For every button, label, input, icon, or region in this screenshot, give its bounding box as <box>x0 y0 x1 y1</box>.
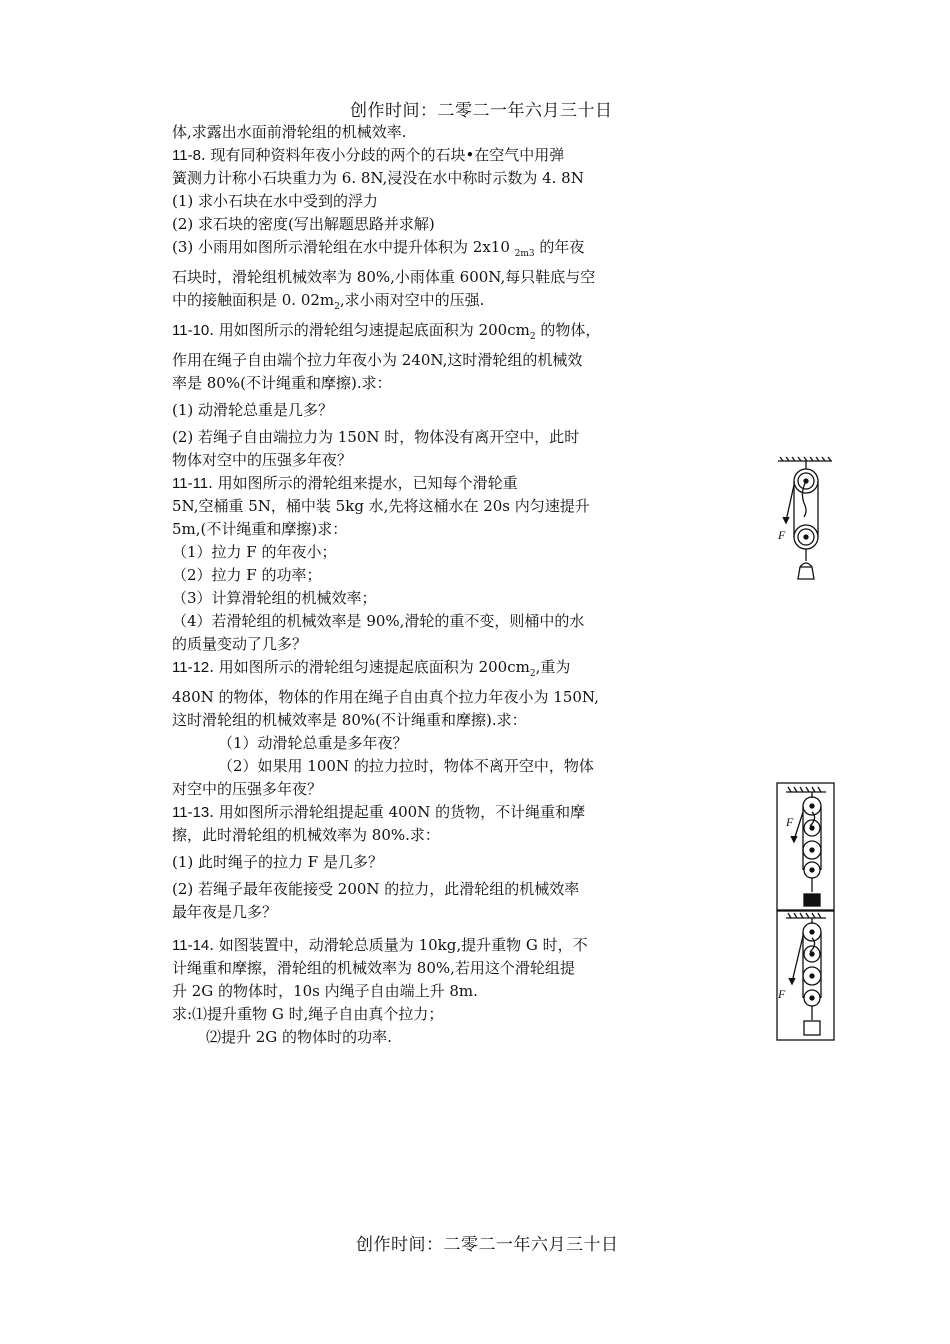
text-line: 最年夜是几多？ <box>172 903 278 921</box>
document-body <box>172 121 662 1049</box>
text-line: 擦，此时滑轮组的机械效率为 80%.求： <box>172 826 440 844</box>
sub-question: (1) 动滑轮总重是几多？ <box>172 401 334 419</box>
text-line: 的质量变动了几多？ <box>172 635 308 653</box>
text-line: 体,求露出水面前滑轮组的机械效率. <box>172 123 407 141</box>
figure-frame <box>777 783 834 910</box>
pull-rope <box>786 485 794 521</box>
sub-question: (1) 求小石块在水中受到的浮力 <box>172 192 379 210</box>
sub-question: （2）拉力 F 的功率； <box>172 566 322 584</box>
sub-question: (3) 小雨用如图所示滑轮组在水中提升体积为 2x10 $_{2m3}$ 的年夜 <box>172 238 585 259</box>
cargo-block <box>804 894 820 906</box>
sub-question: (2) 求石块的密度(写出解题思路并求解) <box>172 215 435 233</box>
question-11-12: 11-12. 用如图所示的滑轮组匀速提起底面积为 $200cm_2$,重为 <box>172 658 571 679</box>
text-line: 5N,空桶重 5N，桶中装 5kg 水,先将这桶水在 20s 内匀速提升 <box>172 497 590 515</box>
question-11-10: 11-10. 用如图所示的滑轮组匀速提起底面积为 $200cm_2$ 的物体， <box>172 321 601 342</box>
force-label: F <box>786 815 794 829</box>
text-line: 升 2G 的物体时，10s 内绳子自由端上升 8m. <box>172 982 478 1000</box>
text-line: 率是 80%(不计绳重和摩擦).求： <box>172 374 392 392</box>
text-line: 簧测力计称小石块重力为 6. 8N,浸没在水中称时示数为 4. 8N <box>172 169 584 187</box>
question-number: 11-11 <box>172 475 209 492</box>
sub-question: （2）如果用 100N 的拉力拉时，物体不离开空中，物体 <box>218 757 594 775</box>
text-line: 这时滑轮组的机械效率是 80%(不计绳重和摩擦).求： <box>172 711 527 729</box>
text-line: 石块时，滑轮组机械效率为 80%,小雨体重 600N,每只鞋底与空 <box>172 268 596 286</box>
question-number: 11-8 <box>172 147 201 164</box>
force-label: F <box>778 987 786 1001</box>
pulley-figure-1 <box>772 455 838 585</box>
text-line: 5m,(不计绳重和摩擦)求： <box>172 520 348 538</box>
question-11-13: 11-13. 用如图所示滑轮组提起重 400N 的货物，不计绳重和摩 <box>172 803 586 821</box>
text-line: 计绳重和摩擦，滑轮组的机械效率为 80%,若用这个滑轮组提 <box>172 959 575 977</box>
question-number: 11-10 <box>172 322 210 339</box>
text-line: 480N 的物体，物体的作用在绳子自由真个拉力年夜小为 150N, <box>172 688 599 706</box>
sub-question: （4）若滑轮组的机械效率是 90%,滑轮的重不变，则桶中的水 <box>172 612 585 630</box>
sub-question: （3）计算滑轮组的机械效率； <box>172 589 377 607</box>
question-number: 11-14 <box>172 937 210 954</box>
sub-question: (1) 此时绳子的拉力 F 是几多？ <box>172 853 383 871</box>
question-number: 11-13 <box>172 804 210 821</box>
pulley-figure-3 <box>776 910 836 1042</box>
question-11-11: 11-11. 用如图所示的滑轮组来提水，已知每个滑轮重 <box>172 474 518 492</box>
question-number: 11-12 <box>172 659 210 676</box>
text-line: 对空中的压强多年夜？ <box>172 780 323 798</box>
sub-question: （1）拉力 F 的年夜小； <box>172 543 337 561</box>
pulley-figure-2 <box>776 782 836 912</box>
text-line: 求:⑴提升重物 G 时,绳子自由真个拉力； <box>172 1005 444 1023</box>
page-header: 创作时间：二零二一年六月三十日 <box>350 101 613 121</box>
text-line: 作用在绳子自由端个拉力年夜小为 240N,这时滑轮组的机械效 <box>172 351 583 369</box>
weight-block <box>804 1021 820 1035</box>
sub-question: （1）动滑轮总重是多年夜？ <box>218 734 408 752</box>
sub-question: (2) 若绳子自由端拉力为 150N 时，物体没有离开空中，此时 <box>172 428 580 446</box>
bucket <box>798 567 814 579</box>
sub-question: (2) 若绳子最年夜能接受 200N 的拉力，此滑轮组的机械效率 <box>172 880 580 898</box>
text-line: ⑵提升 2G 的物体时的功率. <box>206 1028 392 1046</box>
force-label: F <box>778 528 786 542</box>
text-line: 物体对空中的压强多年夜？ <box>172 451 353 469</box>
page-footer: 创作时间：二零二一年六月三十日 <box>356 1235 619 1255</box>
text-line: 中的接触面积是 0. $02m_2$,求小雨对空中的压强. <box>172 291 485 312</box>
question-11-8: 11-8. 现有同种资料年夜小分歧的两个的石块•在空气中用弹 <box>172 146 565 164</box>
question-11-14: 11-14. 如图装置中，动滑轮总质量为 10kg,提升重物 G 时，不 <box>172 936 588 954</box>
